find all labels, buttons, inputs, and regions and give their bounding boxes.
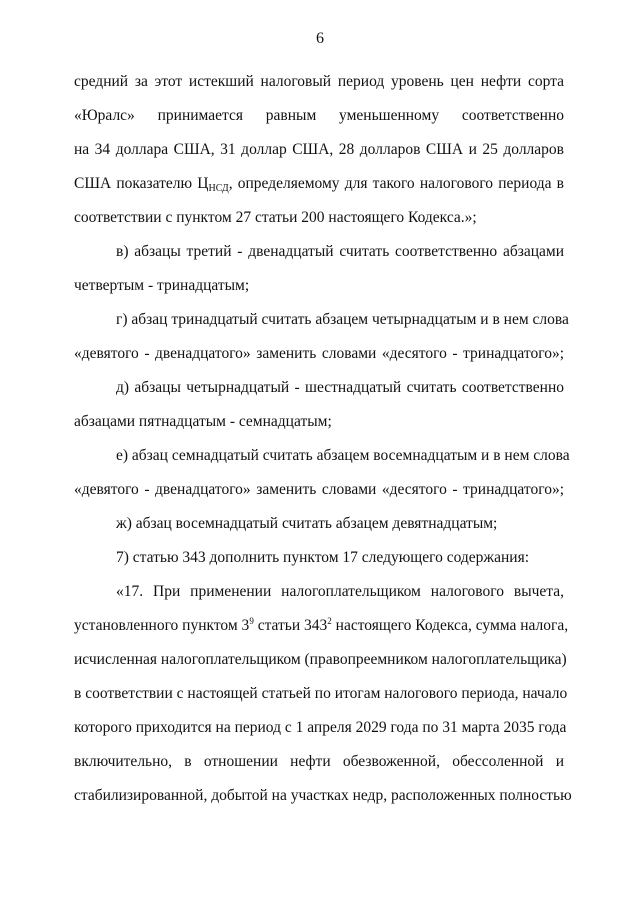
text-line: США показателю $Ц_{НСД}$, определяемому для такого налогового периода в — [74, 175, 564, 194]
text-line: четвертым - тринадцатым; — [74, 277, 250, 294]
text-line: «девятого - двенадцатого» заменить словами «десятого - тринадцатого»; — [74, 481, 564, 498]
text-line: в соответствии с настоящей статьей по итогам налогового периода, начало — [74, 685, 568, 702]
text-line: исчисленная налогоплательщиком (правопреемником налогоплательщика) — [74, 651, 567, 668]
text-line: установленного пунктом $3^9$ статьи $343^2$ настоящего Кодекса, сумма налога, — [74, 616, 569, 634]
text-line: в) абзацы третий - двенадцатый считать соответственно абзацами — [116, 243, 564, 260]
page-number: 6 — [316, 30, 324, 47]
text-line: средний за этот истекший налоговый период уровень цен нефти сорта — [74, 73, 564, 90]
text-line: соответствии с пунктом 27 статьи 200 настоящего Кодекса.»; — [74, 209, 477, 226]
text-line: на 34 доллара США, 31 доллар США, 28 долларов США и 25 долларов — [74, 141, 564, 158]
text-line: ж) абзац восемнадцатый считать абзацем девятнадцатым; — [116, 515, 498, 532]
text-line: «Юралс» принимается равным уменьшенному соответственно — [74, 107, 564, 124]
text-line: «17. При применении налогоплательщиком налогового вычета, — [116, 583, 564, 600]
text-line: е) абзац семнадцатый считать абзацем восемнадцатым и в нем слова — [116, 447, 570, 464]
superscript: 2 — [327, 616, 332, 626]
text-line: абзацами пятнадцатым - семнадцатым; — [74, 413, 332, 430]
text-line: д) абзацы четырнадцатый - шестнадцатый считать соответственно — [116, 379, 564, 396]
text-line: стабилизированной, добытой на участках недр, расположенных полностью — [74, 787, 572, 804]
text-line: 7) статью 343 дополнить пунктом 17 следующего содержания: — [116, 549, 530, 566]
text-line: включительно, в отношении нефти обезвоженной, обессоленной и — [74, 753, 564, 770]
subscript-nsd: НСД — [208, 183, 229, 194]
text-line: «девятого - двенадцатого» заменить словами «десятого - тринадцатого»; — [74, 345, 564, 362]
text-line: которого приходится на период с 1 апреля 2029 года по 31 марта 2035 года — [74, 719, 567, 736]
text-line: г) абзац тринадцатый считать абзацем четырнадцатым и в нем слова — [116, 311, 569, 328]
superscript: 9 — [249, 616, 254, 626]
